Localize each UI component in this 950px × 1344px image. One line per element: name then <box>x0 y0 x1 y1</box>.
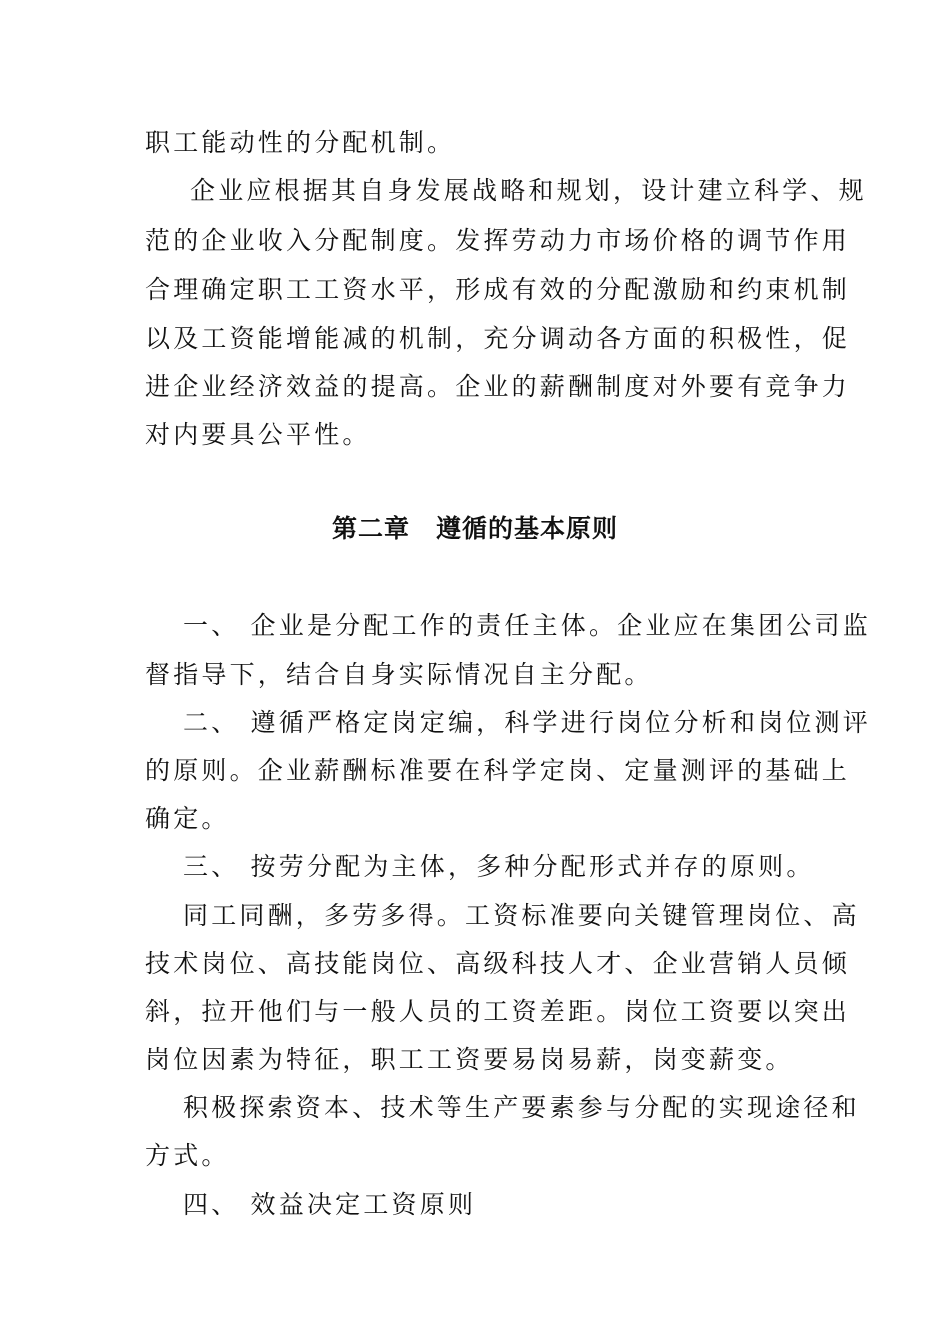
text-line: 同工同酬，多劳多得。工资标准要向关键管理岗位、高 <box>183 901 860 930</box>
text-line: 的原则。企业薪酬标准要在科学定岗、定量测评的基础上 <box>145 756 851 785</box>
text-line: 范的企业收入分配制度。发挥劳动力市场价格的调节作用 <box>145 226 851 255</box>
text-line: 企业应根据其自身发展战略和规划，设计建立科学、规 <box>190 176 867 205</box>
text-line: 四、 效益决定工资原则 <box>183 1190 477 1219</box>
text-line: 以及工资能增能减的机制，充分调动各方面的积极性，促 <box>145 324 851 353</box>
text-line: 二、 遵循严格定岗定编，科学进行岗位分析和岗位测评 <box>183 708 871 737</box>
text-line: 技术岗位、高技能岗位、高级科技人才、企业营销人员倾 <box>145 949 851 978</box>
text-line: 斜，拉开他们与一般人员的工资差距。岗位工资要以突出 <box>145 997 851 1026</box>
text-line: 对内要具公平性。 <box>145 420 371 449</box>
text-line: 一、 企业是分配工作的责任主体。企业应在集团公司监 <box>183 611 871 640</box>
text-line: 方式。 <box>145 1141 230 1170</box>
text-line: 合理确定职工工资水平，形成有效的分配激励和约束机制 <box>145 275 851 304</box>
text-line: 职工能动性的分配机制。 <box>145 128 456 157</box>
text-line: 积极探索资本、技术等生产要素参与分配的实现途径和 <box>183 1093 860 1122</box>
chapter-heading: 第二章 遵循的基本原则 <box>331 514 618 543</box>
text-line: 督指导下，结合自身实际情况自主分配。 <box>145 660 653 689</box>
text-line: 进企业经济效益的提高。企业的薪酬制度对外要有竞争力 <box>145 372 851 401</box>
text-line: 确定。 <box>145 804 230 833</box>
text-line: 岗位因素为特征，职工工资要易岗易薪，岗变薪变。 <box>145 1045 794 1074</box>
text-line: 三、 按劳分配为主体，多种分配形式并存的原则。 <box>183 852 815 881</box>
